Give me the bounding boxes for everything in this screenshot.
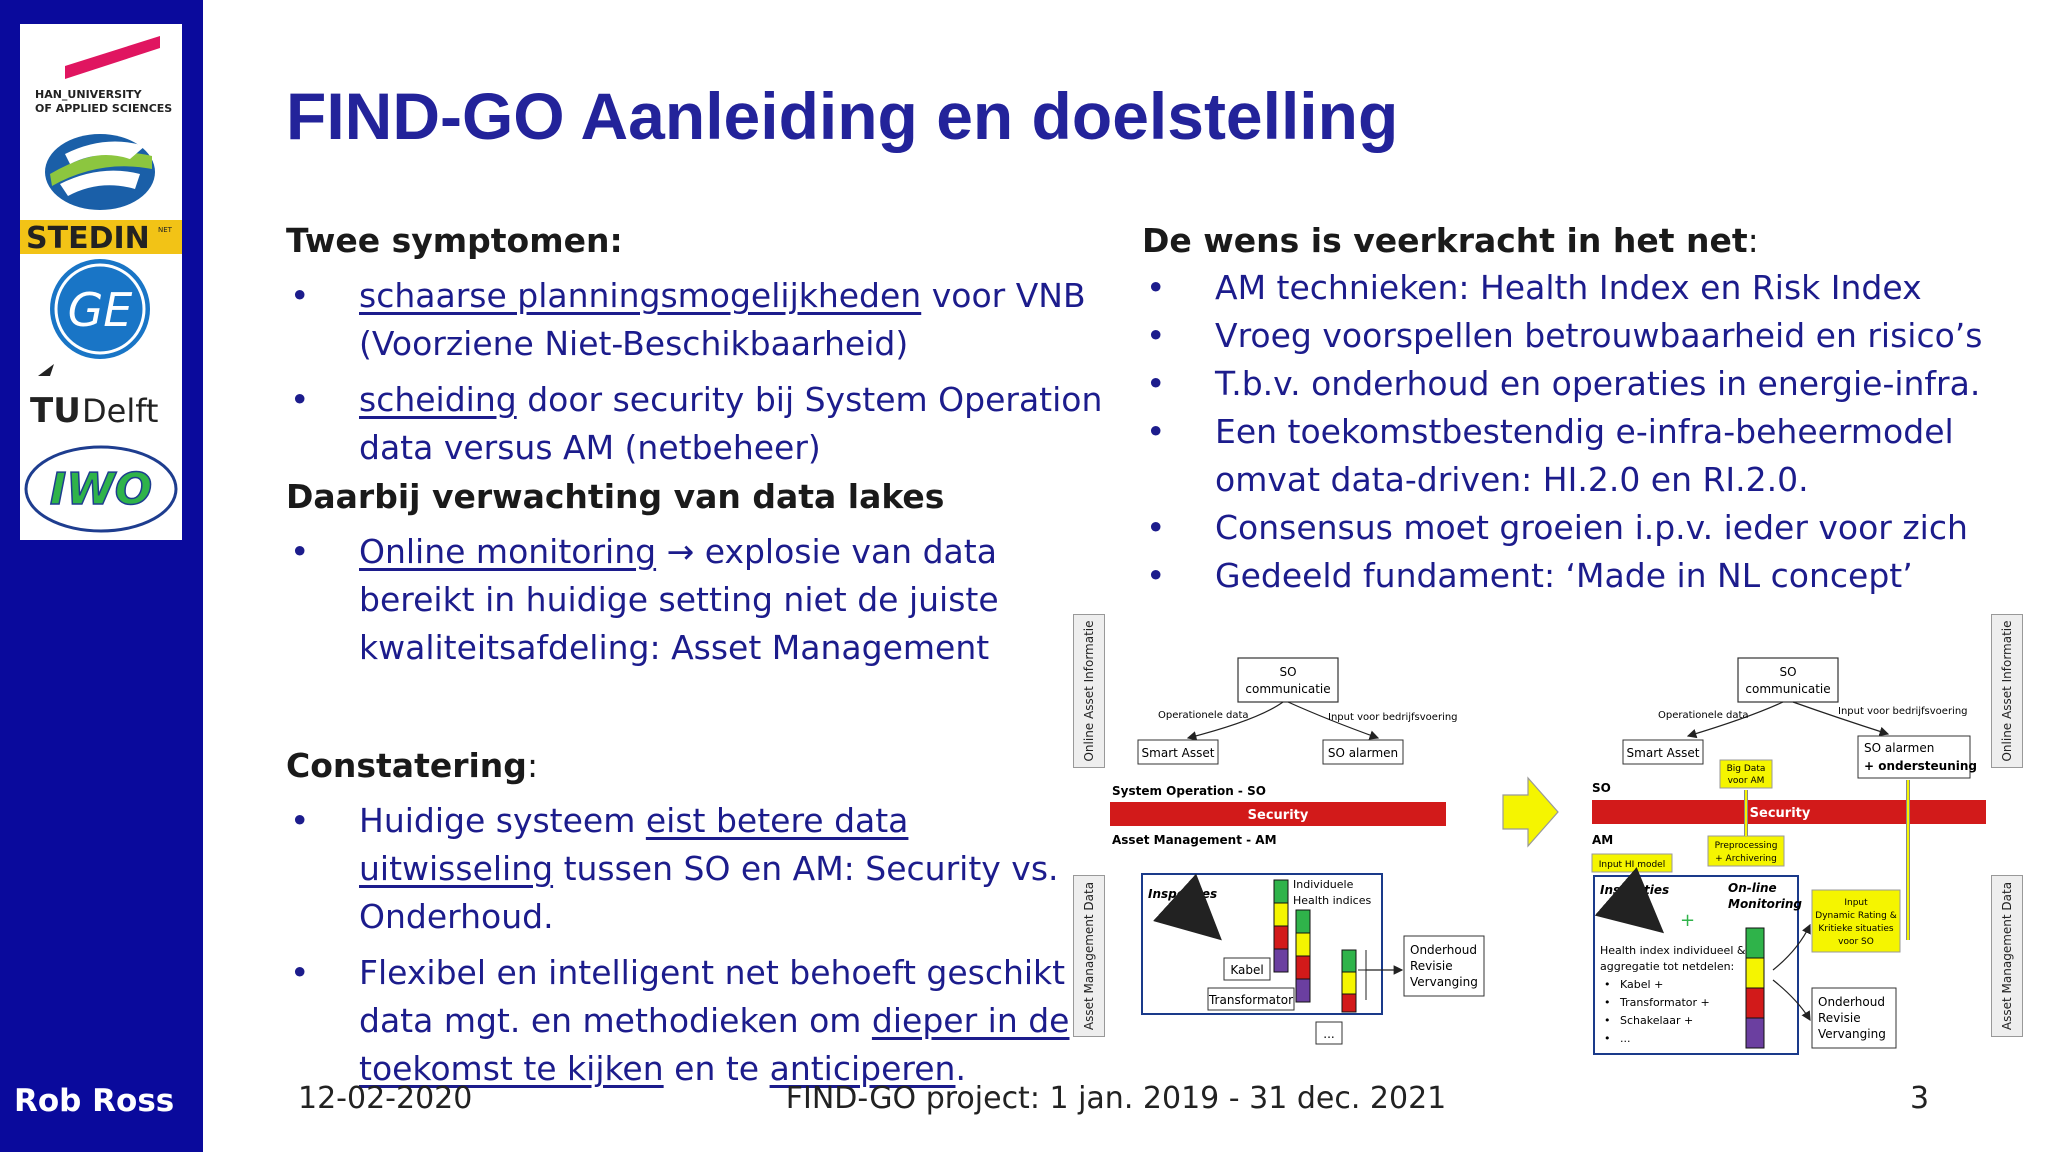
svg-text:Vervanging: Vervanging	[1818, 1027, 1886, 1041]
item-text: en te	[663, 1049, 770, 1088]
svg-text:SO alarmen: SO alarmen	[1864, 741, 1935, 755]
iwo-logo	[26, 447, 176, 531]
svg-text:Inspecties: Inspecties	[1600, 883, 1670, 897]
link-scheiding: scheiding	[359, 380, 517, 419]
svg-text:Operationele data: Operationele data	[1158, 710, 1249, 721]
han-line1: HAN_UNIVERSITY	[35, 88, 142, 101]
footer-project: FIND-GO project: 1 jan. 2019 - 31 dec. 2021	[785, 1081, 1447, 1116]
left-column-lower	[286, 743, 1106, 1101]
item-text: Flexibel en intelligent net behoeft geschikt data mgt. en methodieken om	[359, 953, 1066, 1040]
svg-text:Big Data: Big Data	[1726, 764, 1766, 774]
svg-text:Kabel +: Kabel +	[1620, 978, 1664, 991]
heading-wens: De wens is veerkracht in het net	[1142, 221, 1748, 260]
list-item	[286, 528, 1106, 672]
svg-text:Input voor bedrijfsvoering: Input voor bedrijfsvoering	[1328, 712, 1458, 723]
svg-text:Inspecties: Inspecties	[1148, 887, 1218, 901]
partner-logos	[20, 24, 182, 540]
heading-symptoms: Twee symptomen:	[286, 221, 623, 260]
svg-text:Kabel: Kabel	[1230, 963, 1264, 977]
svg-text:+ Archivering: + Archivering	[1715, 854, 1777, 864]
iwo-text: IWO	[49, 464, 153, 515]
svg-text:•: •	[1604, 996, 1611, 1009]
svg-text:SO alarmen: SO alarmen	[1327, 746, 1399, 760]
link-data-uitwisseling: eist betere data uitwisseling	[359, 801, 909, 888]
link-anticiperen: anticiperen	[769, 1049, 956, 1088]
process-diagram	[1108, 650, 1988, 1070]
svg-text:Health index individueel &: Health index individueel &	[1600, 944, 1746, 957]
svg-text:communicatie: communicatie	[1745, 682, 1831, 696]
stedin-text: STEDIN	[26, 221, 150, 256]
author-name: Rob Ross	[14, 1083, 175, 1119]
svg-text:•: •	[1604, 1032, 1611, 1045]
link-dieper: dieper in de toekomst te kijken	[359, 1001, 1070, 1088]
svg-text:Kritieke situaties: Kritieke situaties	[1818, 924, 1894, 934]
svg-text:...: ...	[1620, 1032, 1631, 1045]
svg-text:Transformator: Transformator	[1208, 993, 1294, 1007]
item-text: Huidige systeem	[359, 801, 646, 840]
diagram-future	[1592, 658, 1986, 1054]
svg-text:Monitoring: Monitoring	[1728, 897, 1802, 911]
label-online-asset-left: Online Asset Informatie	[1073, 614, 1105, 768]
tudelft-logo	[30, 364, 158, 431]
svg-text:Onderhoud: Onderhoud	[1410, 943, 1477, 957]
svg-text:Smart Asset: Smart Asset	[1626, 746, 1700, 760]
svg-text:Security: Security	[1749, 806, 1811, 821]
symptom-list	[286, 272, 1106, 472]
link-online-monitoring: Online monitoring	[359, 532, 657, 571]
svg-text:Operationele data: Operationele data	[1658, 710, 1749, 721]
item-text: voor VNB (Voorziene Niet-Beschikbaarheid)	[359, 276, 1086, 363]
item-text: tussen SO en AM: Security vs. Onderhoud.	[359, 849, 1059, 936]
svg-text:aggregatie tot netdelen:: aggregatie tot netdelen:	[1600, 960, 1735, 973]
list-item: • Een toekomstbestendig e-infra-beheermodel omvat data-driven: HI.2.0 en RI.2.0.	[1142, 408, 2022, 504]
item-text: → explosie van data bereikt in huidige setting niet de juiste kwaliteitsafdeling: Asset Management	[359, 532, 999, 667]
svg-text:SO: SO	[1592, 781, 1611, 795]
svg-text:System Operation - SO: System Operation - SO	[1112, 784, 1266, 798]
svg-text:Security: Security	[1247, 808, 1309, 823]
item-text: .	[955, 1049, 966, 1088]
svg-text:AM: AM	[1592, 833, 1614, 847]
stedin-sup: NET	[158, 226, 172, 234]
list-item	[286, 949, 1106, 1093]
svg-text:SO: SO	[1279, 665, 1297, 679]
svg-text:GE: GE	[67, 283, 133, 337]
list-item: • T.b.v. onderhoud en operaties in energie-infra.	[1142, 360, 2022, 408]
transition-arrow	[1503, 778, 1558, 846]
svg-text:Individuele: Individuele	[1293, 878, 1354, 891]
svg-text:SO: SO	[1779, 665, 1797, 679]
label-online-asset-right: Online Asset Informatie	[1991, 614, 2023, 768]
svg-text:•: •	[1604, 978, 1611, 991]
tudelft-rest: Delft	[82, 392, 159, 430]
label-am-data-left: Asset Management Data	[1073, 875, 1105, 1037]
han-logo	[35, 36, 172, 115]
han-line2: OF APPLIED SCIENCES	[35, 102, 173, 115]
colon: :	[1747, 221, 1759, 260]
svg-text:Transformator +: Transformator +	[1620, 996, 1710, 1009]
svg-text:Schakelaar +: Schakelaar +	[1620, 1014, 1694, 1027]
link-planning: schaarse planningsmogelijkheden	[359, 276, 922, 315]
slide-title: FIND-GO Aanleiding en doelstelling	[286, 79, 1399, 153]
svg-text:Revisie: Revisie	[1818, 1011, 1861, 1025]
svg-text:•: •	[1604, 1014, 1611, 1027]
wens-list	[1142, 264, 2022, 600]
svg-text:+: +	[1680, 910, 1696, 931]
svg-text:Onderhoud: Onderhoud	[1818, 995, 1885, 1009]
sidebar	[0, 0, 203, 1152]
constatering-list	[286, 797, 1106, 1093]
list-item	[286, 272, 1106, 368]
list-item	[286, 797, 1106, 941]
list-item: • Vroeg voorspellen betrouwbaarheid en risico’s	[1142, 312, 2022, 360]
right-column	[1142, 218, 2022, 600]
svg-text:+ ondersteuning: + ondersteuning	[1864, 759, 1978, 773]
svg-text:Dynamic Rating &: Dynamic Rating &	[1815, 911, 1897, 921]
stedin-logo	[20, 220, 182, 256]
svg-text:Input: Input	[1844, 898, 1868, 908]
svg-text:voor SO: voor SO	[1838, 937, 1874, 947]
svg-text:Asset Management - AM: Asset Management - AM	[1112, 833, 1277, 847]
diagram-current	[1110, 658, 1484, 1044]
heading-constatering: Constatering	[286, 746, 527, 785]
list-item: • Consensus moet groeien i.p.v. ieder voor zich	[1142, 504, 2022, 552]
item-text: door security bij System Operation data versus AM (netbeheer)	[359, 380, 1103, 467]
svg-text:Input HI model: Input HI model	[1598, 860, 1666, 870]
svg-text:...: ...	[1323, 1027, 1335, 1041]
svg-text:Vervanging: Vervanging	[1410, 975, 1478, 989]
left-column	[286, 218, 1106, 680]
label-am-data-right: Asset Management Data	[1991, 875, 2023, 1037]
heading-data-lakes: Daarbij verwachting van data lakes	[286, 477, 945, 516]
svg-text:communicatie: communicatie	[1245, 682, 1331, 696]
footer-page-number: 3	[1910, 1081, 1930, 1116]
svg-text:Input voor bedrijfsvoering: Input voor bedrijfsvoering	[1838, 706, 1968, 717]
data-lakes-list	[286, 528, 1106, 672]
list-item	[286, 376, 1106, 472]
svg-text:Preprocessing: Preprocessing	[1714, 841, 1778, 851]
svg-text:Revisie: Revisie	[1410, 959, 1453, 973]
globe-logo	[45, 134, 155, 210]
footer-date: 12-02-2020	[298, 1081, 473, 1116]
svg-text:On-line: On-line	[1728, 881, 1777, 895]
list-item: • AM technieken: Health Index en Risk Index	[1142, 264, 2022, 312]
colon: :	[526, 746, 539, 785]
svg-text:voor AM: voor AM	[1727, 776, 1765, 786]
list-item: • Gedeeld fundament: ‘Made in NL concept’	[1142, 552, 2022, 600]
ge-logo	[50, 259, 150, 359]
svg-text:Health indices: Health indices	[1293, 894, 1372, 907]
tudelft-tu: TU	[30, 391, 81, 431]
svg-text:Smart Asset: Smart Asset	[1141, 746, 1215, 760]
